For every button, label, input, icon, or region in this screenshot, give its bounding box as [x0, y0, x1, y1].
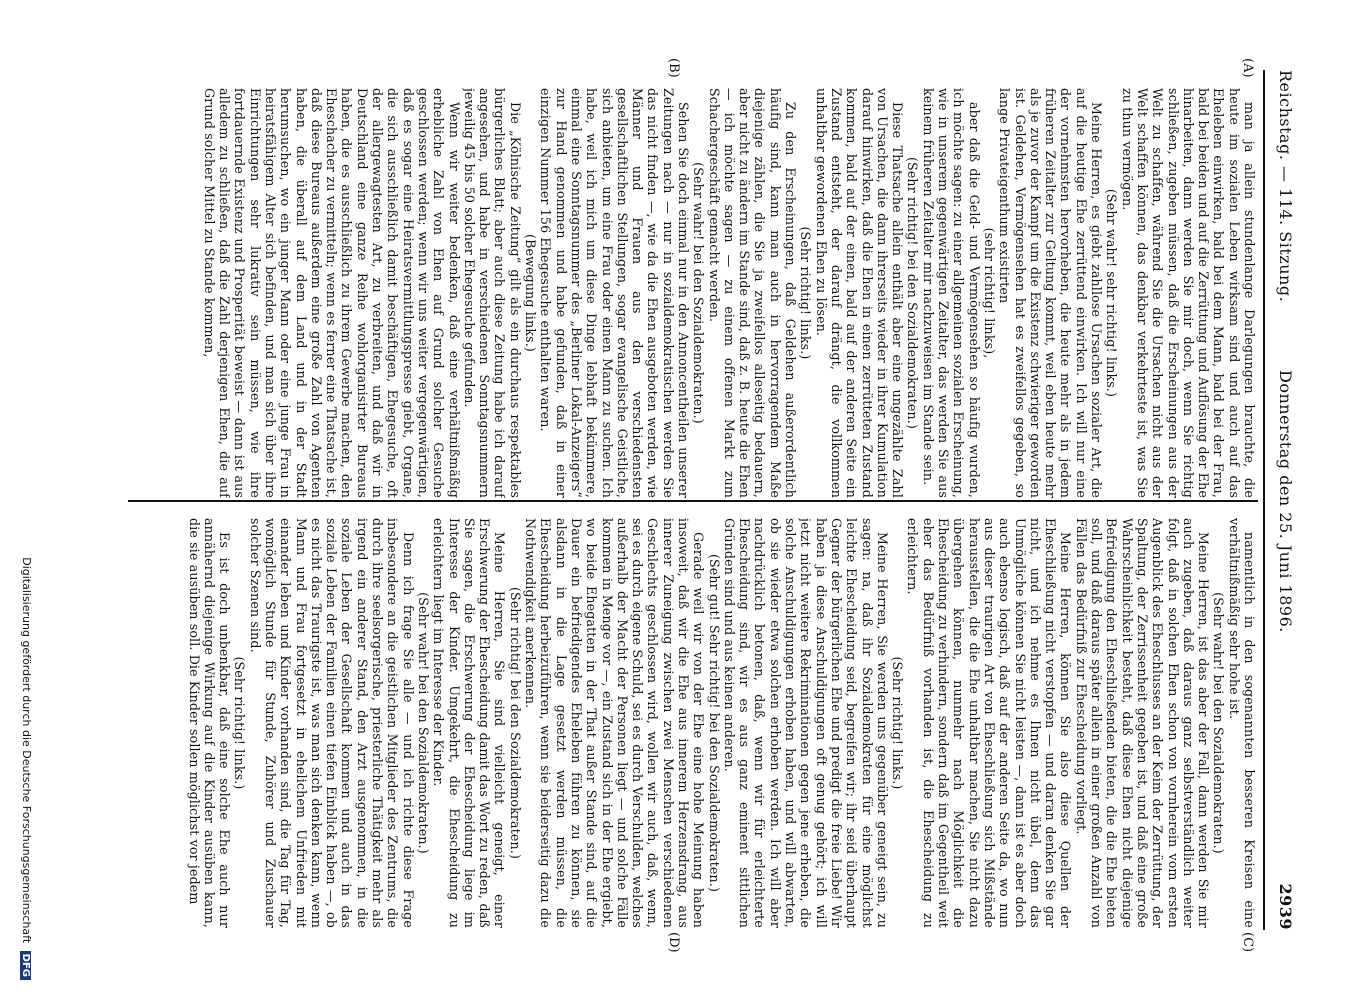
- left-interjection: (Sehr wahr! bei den Sozialdemokraten.): [691, 162, 707, 424]
- right-column: [117, 518, 1257, 928]
- funding-note: Digitalisierung gefördert durch die Deutsche Forschungsgemeinschaft: [20, 557, 33, 944]
- right-paragraph: Es ist doch unbenkbar, daß eine solche Ehe auch nur annähernd diejenige Wirkung auf die Kinder ausüben kann, die sie ausüben soll. Die Kinder sollen möglichst vor jedem: [186, 518, 233, 928]
- left-paragraph: Sehen Sie doch einmal nur in den Annoncentheilen unserer Zeitungen nach — nur in sozialdemokratischen werden Sie das nicht finden —, wie da die Ehen ausgeboten werden, wie Männer und Frauen aus den verschiedensten gesellschaftlichen Stellungen, sogar evangelische Geistliche, sich anbieten, um eine Frau oder einen Mann zu suchen. Ich habe, weil ich mich um diese Dinge lebhaft bekümmere, einmal eine Sonntagsnummer des „Berliner Lokal-Anzeigers“ zur Hand genommen und habe gefunden, daß in einer einzigen Nummer 156 Ehegesuche enthalten waren.: [538, 88, 692, 498]
- left-interjection: (sehr richtig! links),: [981, 227, 997, 359]
- header-rule: [1264, 70, 1266, 930]
- page-number: 2939: [1276, 883, 1295, 930]
- column-divider: [128, 500, 1258, 502]
- left-interjection: (Sehr richtig! bei den Sozialdemokraten.): [905, 156, 921, 430]
- right-paragraph: Meine Herren, Sie werden uns gegenüber geneigt sein, zu sagen: na, daß ihr Sozialdemokraten für eine möglichst leichte Ehescheidung seid, begreifen wir; ihr seid überhaupt Gegner der bürgerlichen Ehe und predigt die freie Liebe! Wir haben ja diese Anschuldigungen oft genug gehört; ich will jetzt nicht weitere Rekriminationen gegen jene erheben, die solche Anschuldigungen erhoben haben, und will abwarten, ob sie wieder etwa solchen erhoben werden. Ich will aber nachdrücklich betonen, daß, wenn wir für erleichterte Ehescheidung sind, wir es aus ganz eminent sittlichen Gründen sind und aus keinen anderen.: [721, 518, 890, 928]
- left-interjection: (Sehr wahr! sehr richtig! links.): [1104, 188, 1120, 398]
- margin-marker-b: (B): [666, 58, 681, 78]
- left-paragraph: Meine Herren, es giebt zahllose Ursachen sozialer Art, die auf die heutige Ehe zerrüttend einwirken. Ich will nur eine der vornehmsten hervorheben, die heute mehr als in jedem früheren Zeitalter zur Geltung kommt, weil eben heute mehr als je zuvor der Kampf um die Existenz schwieriger geworden ist. Geldehen, Vermögensehen hat es zweifellos gegeben, so lange Privateigenthum existirten: [997, 88, 1105, 498]
- right-paragraph: Meine Herren, ist das aber der Fall, dann werden Sie mir auch zugeben, daß daraus ganz selbstverständlich weiter folgt, daß in solchen Ehen schon von vornherein vom ersten Augenblick des Eheschlusses an der Keim der Zerrüttung, der Spaltung, der Zerrissenheit gegeben ist, und daß eine große Wahrscheinlichkeit besteht, daß diese Ehen nicht diejenige Befriedigung den Eheschließenden bieten, die die Ehe bieten soll, und daß daraus später allein in einer großen Anzahl von Fällen das Bedürfniß zur Ehescheidung vorliegt.: [1073, 518, 1212, 928]
- left-interjection: (Sehr richtig! links.): [798, 226, 814, 360]
- left-paragraph: man ja allein stundenlange Darlegungen brauchte, die heute im sozialen Leben wirksam sind und auch auf das Eheleben einwirken, bald bei dem Mann, bald bei der Frau, bald bei beiden und auf die Zerrüttung und Auflösung der Ehe hinarbeiten, dann werden Sie mir doch, wenn Sie richtig schließen, zugeben müssen, daß die Erscheinungen aus der Welt zu schaffen, während Sie die Ursachen nicht aus der Welt schaffen können, das denkbar verkehrteste ist, was Sie zu thun vermögen.: [1119, 88, 1257, 498]
- dfg-logo: DFG: [20, 951, 31, 980]
- header-date: Donnerstag den 25. Juni 1896.: [1276, 370, 1295, 633]
- header-left: Reichstag. — 114. Sitzung.: [1276, 70, 1295, 303]
- margin-marker-d: (D): [666, 932, 681, 953]
- right-paragraph: Denn ich frage Sie alle — und ich richte diese Frage insbesondere an die geistlichen Mitglieder des Zentrums, die durch ihre seelsorgerische, priesterliche Thätigkeit mehr als irgend ein anderer Stand, den Arzt ausgenommen, in die soziale Leben der Gesellschaft kommen und auch in das soziale Leben der Familien einen tiefen Einblick haben —, ob es nicht das Traurigste ist, was man sich denken kann, wenn Mann und Frau fortgesetzt in ehelichem Unfrieden mit einander leben und Kinder vorhanden sind, die Tag für Tag, womöglich Stunde für Stunde, Zuhörer und Zuschauer solcher Szenen sind.: [247, 518, 416, 928]
- margin-marker-c: (C): [1240, 932, 1255, 953]
- left-paragraph: Diese Thatsache allein enthält aber eine ungezählte Zahl von Ursachen, die dann ihrerseits wieder in ihrer Kumulation darauf hinwirken, daß die Ehen in einen zerrütteten Zustand kommen, bald auf der einen, bald auf der anderen Seite ein Zustand entsteht, der darauf drängt, die vollkommen unhaltbar gewordenen Ehen zu lösen.: [813, 88, 906, 498]
- right-interjection: (Sehr gut! Sehr richtig! bei den Sozialdemokraten.): [706, 553, 722, 893]
- left-paragraph: Wenn wir weiter bedenken, daß eine verhältnißmäßig erhebliche Zahl von Ehen auf Grund solcher Gesuche geschlossen werden; wenn wir uns weiter vergegenwärtigen, daß es sogar eine Heiratsvermittlungspresse giebt, Organe, die sich ausschließlich damit beschäftigen, Ehegesuche, oft der allergewagtesten Art, zu verbreiten, und daß wir in Deutschland eine ganze Reihe wohlorganisirter Bureaus haben, die es ausschließlich zu ihrem Gewerbe machen, den Eheschacher zu vermitteln; wenn es ferner eine Thatsache ist, daß diese Bureaus außerdem eine große Zahl von Agenten haben, die überall auf dem Land und in der Stadt herumsuchen, wo ein junger Mann oder eine junge Frau in heiratsfähigem Alter sich befinden, und man sich über ihre Einrichtungen sehr lukrativ sein müssen, wie ihre fortdauernde Existenz und Prosperität beweist — dann ist aus alledem zu schließen, daß die Zahl derjenigen Ehen, die auf Grund solcher Mittel zu Stande kommen,: [201, 88, 462, 498]
- right-interjection: (Sehr richtig! bei den Sozialdemokraten.): [507, 586, 523, 860]
- right-paragraph: Gerade weil wir von der Ehe eine hohe Meinung haben insoweit, daß wir die Ehe aus innerem Herzensdrang, aus innerer Zuneigung zwischen zwei Menschen verschiedenen Geschlechts geschlossen wird, wollen wir auch, daß, wenn, sei es durch eigene Schuld, sei es durch Verschulden, welches außerhalb der Macht der Personen liegt — und solche Fälle kommen in Menge vor —, ein Zustand sich in der Ehe ergiebt, wo beide Ehegatten in der That außer Stande sind, auf die Dauer ein befriedigendes Eheleben führen zu können, sie alsdann in die Lage gesetzt werden müssen, die Ehescheidung herbeizuführen, wenn sie beiderseitig dazu die Nothwendigkeit anerkennen.: [523, 518, 707, 928]
- right-paragraph: Meine Herren, können Sie also diese Quellen der Eheschließung nicht verstopfen — und daran denken Sie gar nicht, und ich nehme es Ihnen nicht übel, denn das Unmögliche können Sie nicht leisten —, dann ist es aber doch auch ebenso logisch, daß auf der anderen Seite da, wo nun aus dieser traurigen Art von Eheschließung sich Mißstände herausstellen, die die Ehe unhaltbar machen, Sie nicht dazu übergehen können, nunmehr nach Möglichkeit die Ehescheidung zu verhindern, sondern daß im Gegentheil weit eher das Bedürfniß vorhanden ist, die Ehescheidung zu erleichtern.: [905, 518, 1074, 928]
- right-interjection: (Sehr richtig! links.): [232, 656, 248, 790]
- margin-marker-a: (A): [1240, 58, 1255, 78]
- left-paragraph: Die „Kölnische Zeitung“ gilt als ein durchaus respektables bürgerliches Blatt; aber auch diese Zeitung habe ich darauf angesehen, und habe in verschiedenen Sonntagsnummern jeweilig 45 bis 50 solcher Ehegesuche gefunden.: [461, 88, 523, 498]
- left-column: [117, 88, 1257, 498]
- left-paragraph: Zu den Erscheinungen, daß Geldehen außerordentlich häufig sind, kann man auch in hervorragendem Maße diejenige zählen, die Sie ja zweifellos alleseitig bedauern, aber nicht zu ändern im Stande sind, daß z. B. heute die Ehen — ich möchte sagen — zu einem offenen Markt zum Schachergeschäft gemacht werden.: [706, 88, 799, 498]
- right-interjection: (Sehr wahr! bei den Sozialdemokraten.): [1211, 592, 1227, 854]
- page-header: [1265, 70, 1295, 930]
- right-interjection: (Sehr richtig! links.): [890, 656, 906, 790]
- digitization-footer: [20, 20, 33, 980]
- right-paragraph: namentlich in den sogenannten besseren Kreisen eine verhältnißmäßig sehr hohe ist.: [1226, 518, 1257, 928]
- left-paragraph: aber daß die Geld- und Vermögensehen so häufig wurden, ich möchte sagen: zu einer allgemeinen sozialen Erscheinung, wie in unserem gegenwärtigen Zeitalter, das werden Sie aus keinem früheren Zeitalter mir nachzuweisen im Stande sein.: [920, 88, 982, 498]
- left-interjection: (Bewegung links.): [523, 234, 539, 352]
- right-interjection: (Sehr wahr! bei den Sozialdemokraten.): [415, 592, 431, 854]
- right-paragraph: Meine Herren, Sie sind vielleicht geneigt, einer Erschwerung der Ehescheidung damit das Wort zu reden, daß Sie sagen, die Erschwerung der Ehescheidung liege im Interesse der Kinder. Umgekehrt, die Ehescheidung zu erleichtern liegt im Interesse der Kinder.: [431, 518, 508, 928]
